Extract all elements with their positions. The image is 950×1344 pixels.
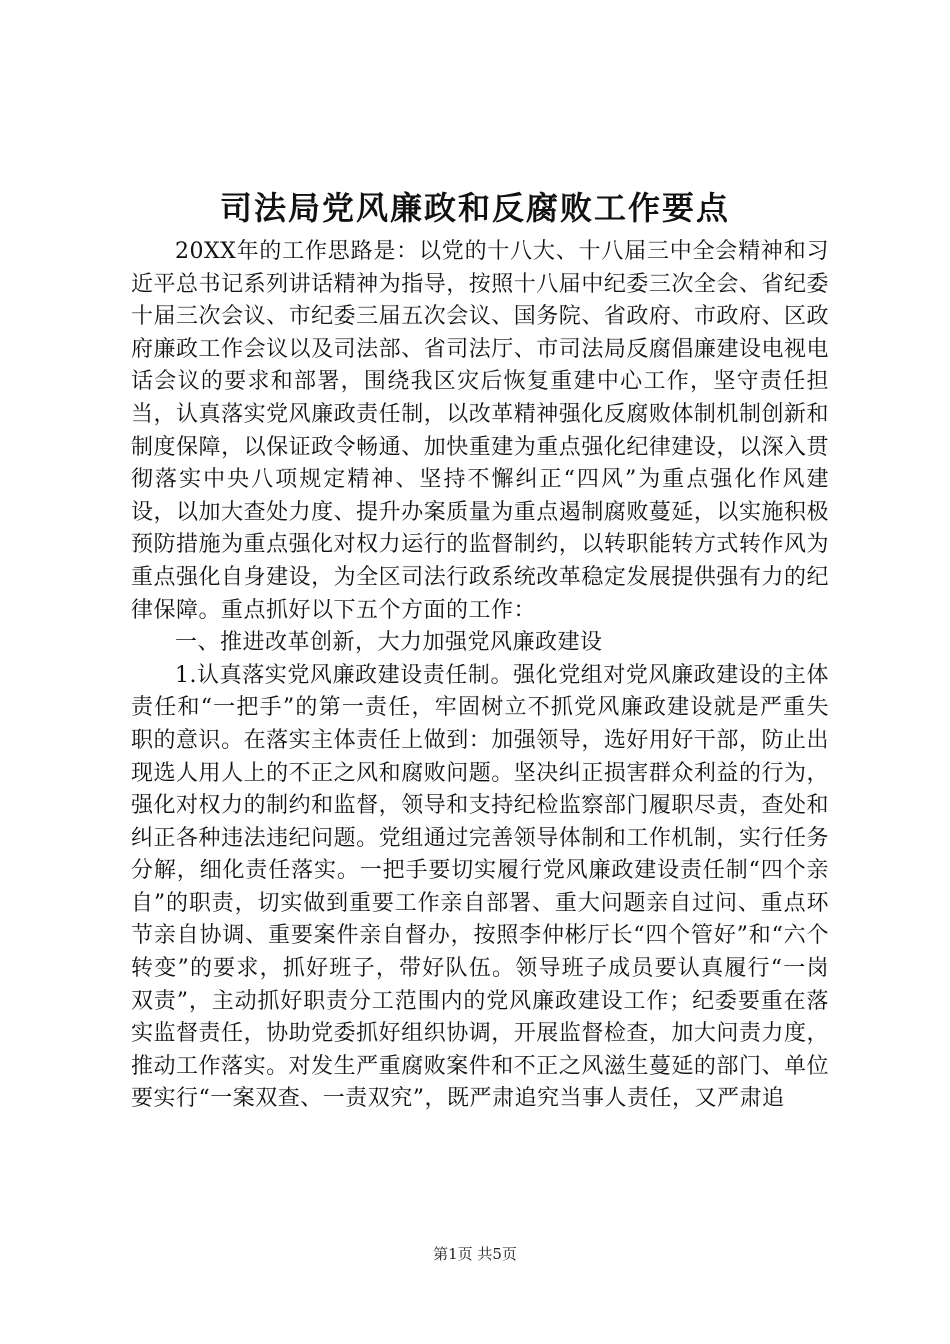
document-title: 司法局党风廉政和反腐败工作要点 (219, 189, 730, 227)
document-body (131, 236, 829, 1116)
paragraph-intro: 20XX年的工作思路是：以党的十八大、十八届三中全会精神和习近平总书记系列讲话精神为指导，按照十八届中纪委三次全会、省纪委十届三次会议、市纪委三届五次会议、国务院、省政府、市政府、区政府廉政工作会议以及司法部、省司法厅、市司法局反腐倡廉建设电视电话会议的要求和部署，围绕我区灾后恢复重建中心工作，坚守责任担当，认真落实党风廉政责任制，以改革精神强化反腐败体制机制创新和制度保障，以保证政令畅通、加快重建为重点强化纪律建设，以深入贯彻落实中央八项规定精神、坚持不懈纠正“四风”为重点强化作风建设，以加大查处力度、提升办案质量为重点遏制腐败蔓延，以实施积极预防措施为重点强化对权力运行的监督制约，以转职能转方式转作风为重点强化自身建设，为全区司法行政系统改革稳定发展提供强有力的纪律保障。重点抓好以下五个方面的工作： (131, 239, 829, 623)
paragraph-item-1: 1.认真落实党风廉政建设责任制。强化党组对党风廉政建设的主体责任和“一把手”的第一责任，牢固树立不抓党风廉政建设就是严重失职的意识。在落实主体责任上做到：加强领导，选好用好干部，防止出现选人用人上的不正之风和腐败问题。坚决纠正损害群众利益的行为，强化对权力的制约和监督，领导和支持纪检监察部门履职尽责，查处和纠正各种违法违纪问题。党组通过完善领导体制和工作机制，实行任务分解，细化责任落实。一把手要切实履行党风廉政建设责任制“四个亲自”的职责，切实做到重要工作亲自部署、重大问题亲自过问、重点环节亲自协调、重要案件亲自督办，按照李仲彬厅长“四个管好”和“六个转变”的要求，抓好班子，带好队伍。领导班子成员要认真履行“一岗双责”，主动抓好职责分工范围内的党风廉政建设工作；纪委要重在落实监督责任，协助党委抓好组织协调，开展监督检查，加大问责力度，推动工作落实。对发生严重腐败案件和不正之风滋生蔓延的部门、单位要实行“一案双查、一责双究”，既严肃追究当事人责任，又严肃追 (131, 662, 829, 1112)
section-heading-1: 一、推进改革创新，大力加强党风廉政建设 (175, 630, 603, 656)
page-footer: 第1页 共5页 (433, 1245, 517, 1263)
